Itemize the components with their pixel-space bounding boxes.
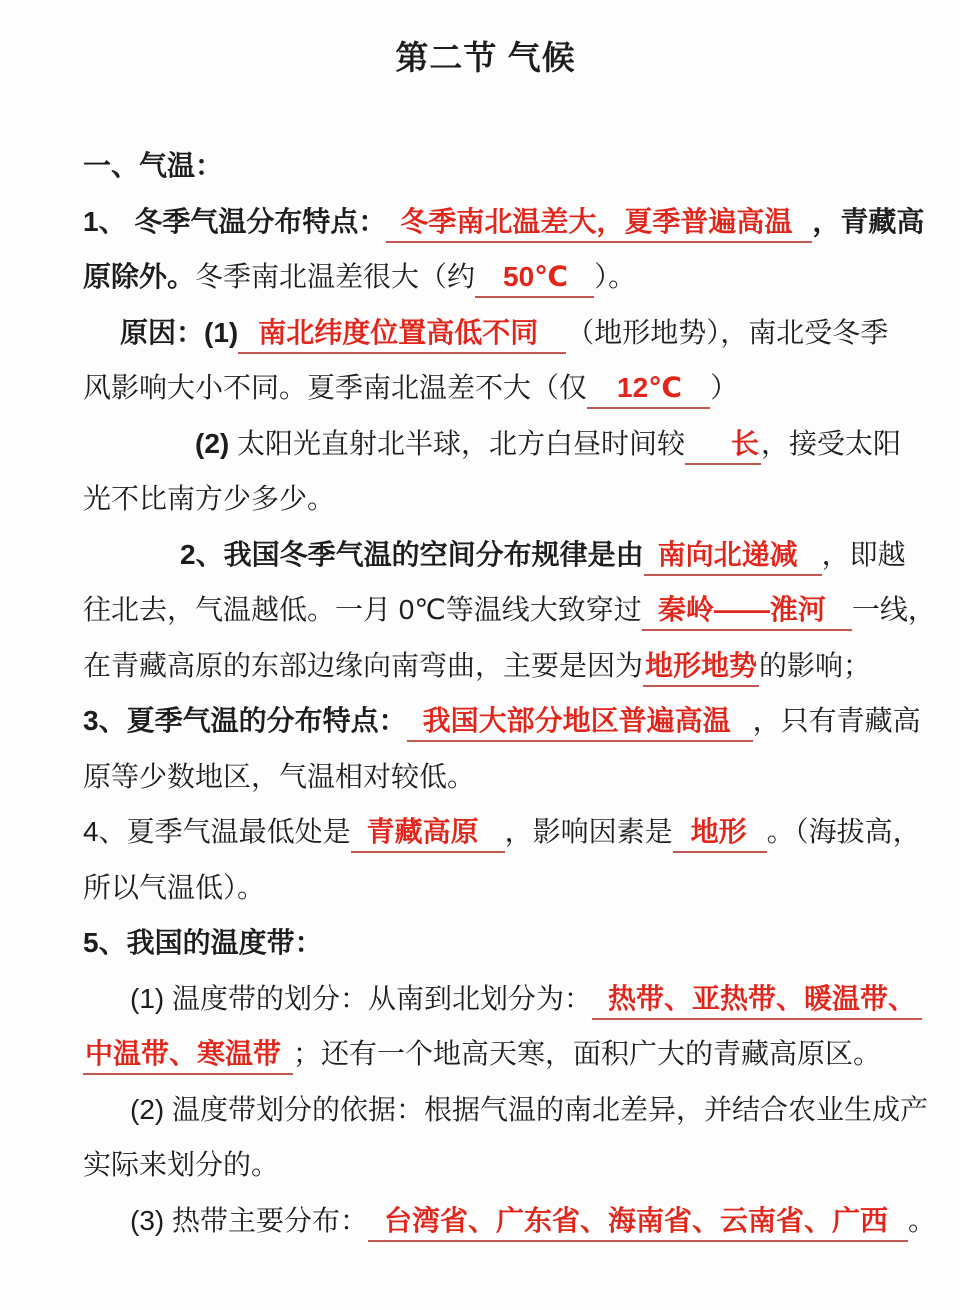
text-segment: ，即越 xyxy=(821,538,906,570)
text-segment: 一线， xyxy=(851,594,936,625)
text-line xyxy=(83,1082,929,1138)
answer-blank: 秦岭——淮河 xyxy=(642,594,852,631)
answer-blank: 冬季南北温差大，夏季普遍高温 xyxy=(386,206,812,243)
text-segment: ） xyxy=(710,372,739,403)
text-line xyxy=(83,527,906,583)
text-segment: 。（海拔高， xyxy=(766,816,921,847)
text-segment: 实际来划分的。 xyxy=(83,1149,280,1180)
text-segment: 光不比南方少多少。 xyxy=(83,483,336,514)
document-body xyxy=(83,138,937,1248)
text-segment: 风影响大小不同。夏季南北温差不大（仅 xyxy=(83,372,588,403)
text-segment: (2) xyxy=(195,427,230,459)
text-segment: ，接受太阳 xyxy=(761,427,902,459)
text-segment: ，只有青藏高 xyxy=(752,705,921,736)
text-segment: 。 xyxy=(908,1204,937,1236)
answer-blank: 地形 xyxy=(673,816,767,853)
text-segment: 5、我国的温度带： xyxy=(83,927,323,958)
text-segment: (1) 温度带的划分：从南到北划分为： xyxy=(130,982,593,1014)
text-segment: 3、夏季气温的分布特点： xyxy=(83,705,407,736)
text-line xyxy=(83,138,888,194)
answer-blank: 12℃ xyxy=(587,372,710,409)
text-segment: 冬季南北温差很大（约 xyxy=(195,261,476,292)
answer-blank: 地形地势 xyxy=(643,650,759,687)
text-line xyxy=(83,971,917,1027)
text-segment: 在青藏高原的东部边缘向南弯曲，主要是因为 xyxy=(83,649,644,681)
answer-blank: 南向北递减 xyxy=(644,539,822,576)
text-segment: (2) 温度带划分的依据：根据气温的南北差异，并结合农业生成产 xyxy=(130,1093,929,1125)
text-line xyxy=(83,582,936,638)
text-line xyxy=(83,1026,888,1082)
text-line xyxy=(83,693,921,749)
text-segment: 4、夏季气温最低处是 xyxy=(83,816,351,847)
text-line xyxy=(83,416,902,472)
text-line xyxy=(83,305,888,361)
text-line xyxy=(83,249,888,305)
document-page xyxy=(0,30,960,1310)
text-segment: 太阳光直射北半球，北方白昼时间较 xyxy=(229,427,686,459)
answer-blank: 南北纬度位置高低不同 xyxy=(238,317,566,354)
text-segment: 所以气温低）。 xyxy=(83,871,266,903)
text-line xyxy=(83,638,888,694)
text-line xyxy=(83,749,888,805)
text-segment: （地形地势），南北受冬季 xyxy=(566,316,889,348)
text-line xyxy=(83,804,921,860)
text-segment: 原除外。 xyxy=(83,261,196,292)
text-line xyxy=(83,915,888,971)
answer-blank: 长 xyxy=(685,428,761,465)
text-segment: 往北去，气温越低。一月 0℃等温线大致穿过 xyxy=(83,594,642,625)
text-segment: 的影响； xyxy=(759,649,872,681)
text-line xyxy=(83,194,925,250)
text-segment: (3) 热带主要分布： xyxy=(130,1204,369,1236)
text-segment: ，影响因素是 xyxy=(504,816,673,847)
answer-blank: 热带、亚热带、暖温带、 xyxy=(592,983,922,1020)
text-line xyxy=(83,1193,937,1249)
answer-blank: 50℃ xyxy=(475,261,594,298)
text-line xyxy=(83,471,888,527)
text-segment: ）。 xyxy=(594,261,637,292)
text-line xyxy=(83,1137,888,1193)
text-segment: 1、 冬季气温分布特点： xyxy=(83,205,387,237)
answer-blank: 台湾省、广东省、海南省、云南省、广西 xyxy=(368,1205,908,1242)
answer-blank: 中温带、寒温带 xyxy=(83,1038,293,1075)
text-segment: 原因：(1) xyxy=(120,316,239,348)
answer-blank: 我国大部分地区普遍高温 xyxy=(407,705,753,742)
text-segment: ，青藏高 xyxy=(812,205,925,237)
text-segment: 2、我国冬季气温的空间分布规律是由 xyxy=(180,538,644,570)
text-segment: ；还有一个地高天寒，面积广大的青藏高原区。 xyxy=(293,1038,882,1069)
page-title: 第二节 气候 xyxy=(395,39,576,76)
text-line xyxy=(83,860,888,916)
answer-blank: 青藏高原 xyxy=(351,816,505,853)
text-segment: 原等少数地区，气温相对较低。 xyxy=(83,760,476,792)
text-line xyxy=(83,360,888,416)
text-segment: 一、气温： xyxy=(83,150,224,181)
